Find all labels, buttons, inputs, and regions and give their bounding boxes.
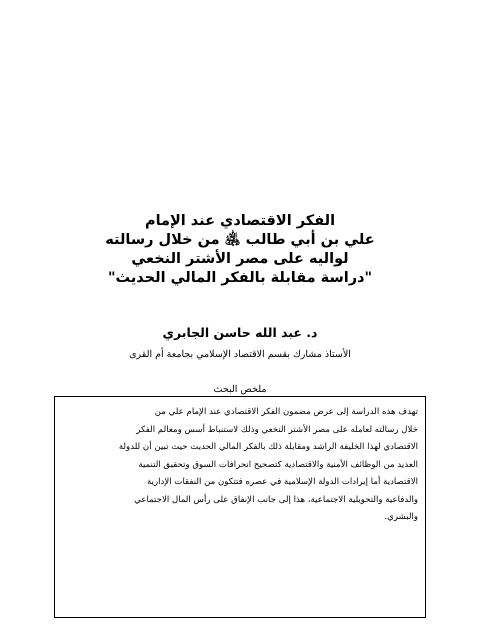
title-line: لواليه على مصر الأشتر النخعي (131, 251, 349, 267)
abstract-line: تهدف هذه الدراسة إلى عرض مضمون الفكر الاقتصادي عند الإمام علي من (154, 407, 418, 417)
title-line: الفكر الاقتصادي عند الإمام (144, 213, 336, 229)
abstract-line: العديد من الوظائف الأمنية والاقتصادية كتصحيح انحرافات السوق وتحقيق التنمية (138, 459, 418, 470)
abstract-line: خلال رسالته لعامله على مصر الأشتر النخعي وذلك لاستنباط أسس ومعالم الفكر (136, 424, 418, 435)
abstract-heading: ملخص البحث (213, 384, 267, 395)
title-line: علي بن أبي طالب ﵁ من خلال رسالته (105, 232, 375, 248)
author-affiliation: الأستاذ مشارك بقسم الاقتصاد الإسلامي بجامعة أم القرى (129, 349, 351, 360)
abstract-line: الاقتصادي لهذا الخليفة الراشد ومقابلة ذلك بالفكر المالي الحديث حيث تبين أن للدولة (118, 442, 418, 452)
abstract-line: والبشري. (384, 512, 418, 522)
paper-title (60, 212, 420, 288)
abstract-line: الاقتصادية أما إيرادات الدولة الإسلامية في عصره فتتكون من النفقات الإدارية (146, 477, 418, 487)
abstract-body (62, 404, 418, 527)
abstract-line: والدفاعية والتحويلية الاجتماعية، هذا إلى جانب الإنفاق على رأس المال الاجتماعي (134, 494, 418, 505)
author-name: د. عبد الله حاسن الجابري (162, 325, 318, 340)
title-line: "دراسة مقابلة بالفكر المالي الحديث" (107, 270, 373, 286)
